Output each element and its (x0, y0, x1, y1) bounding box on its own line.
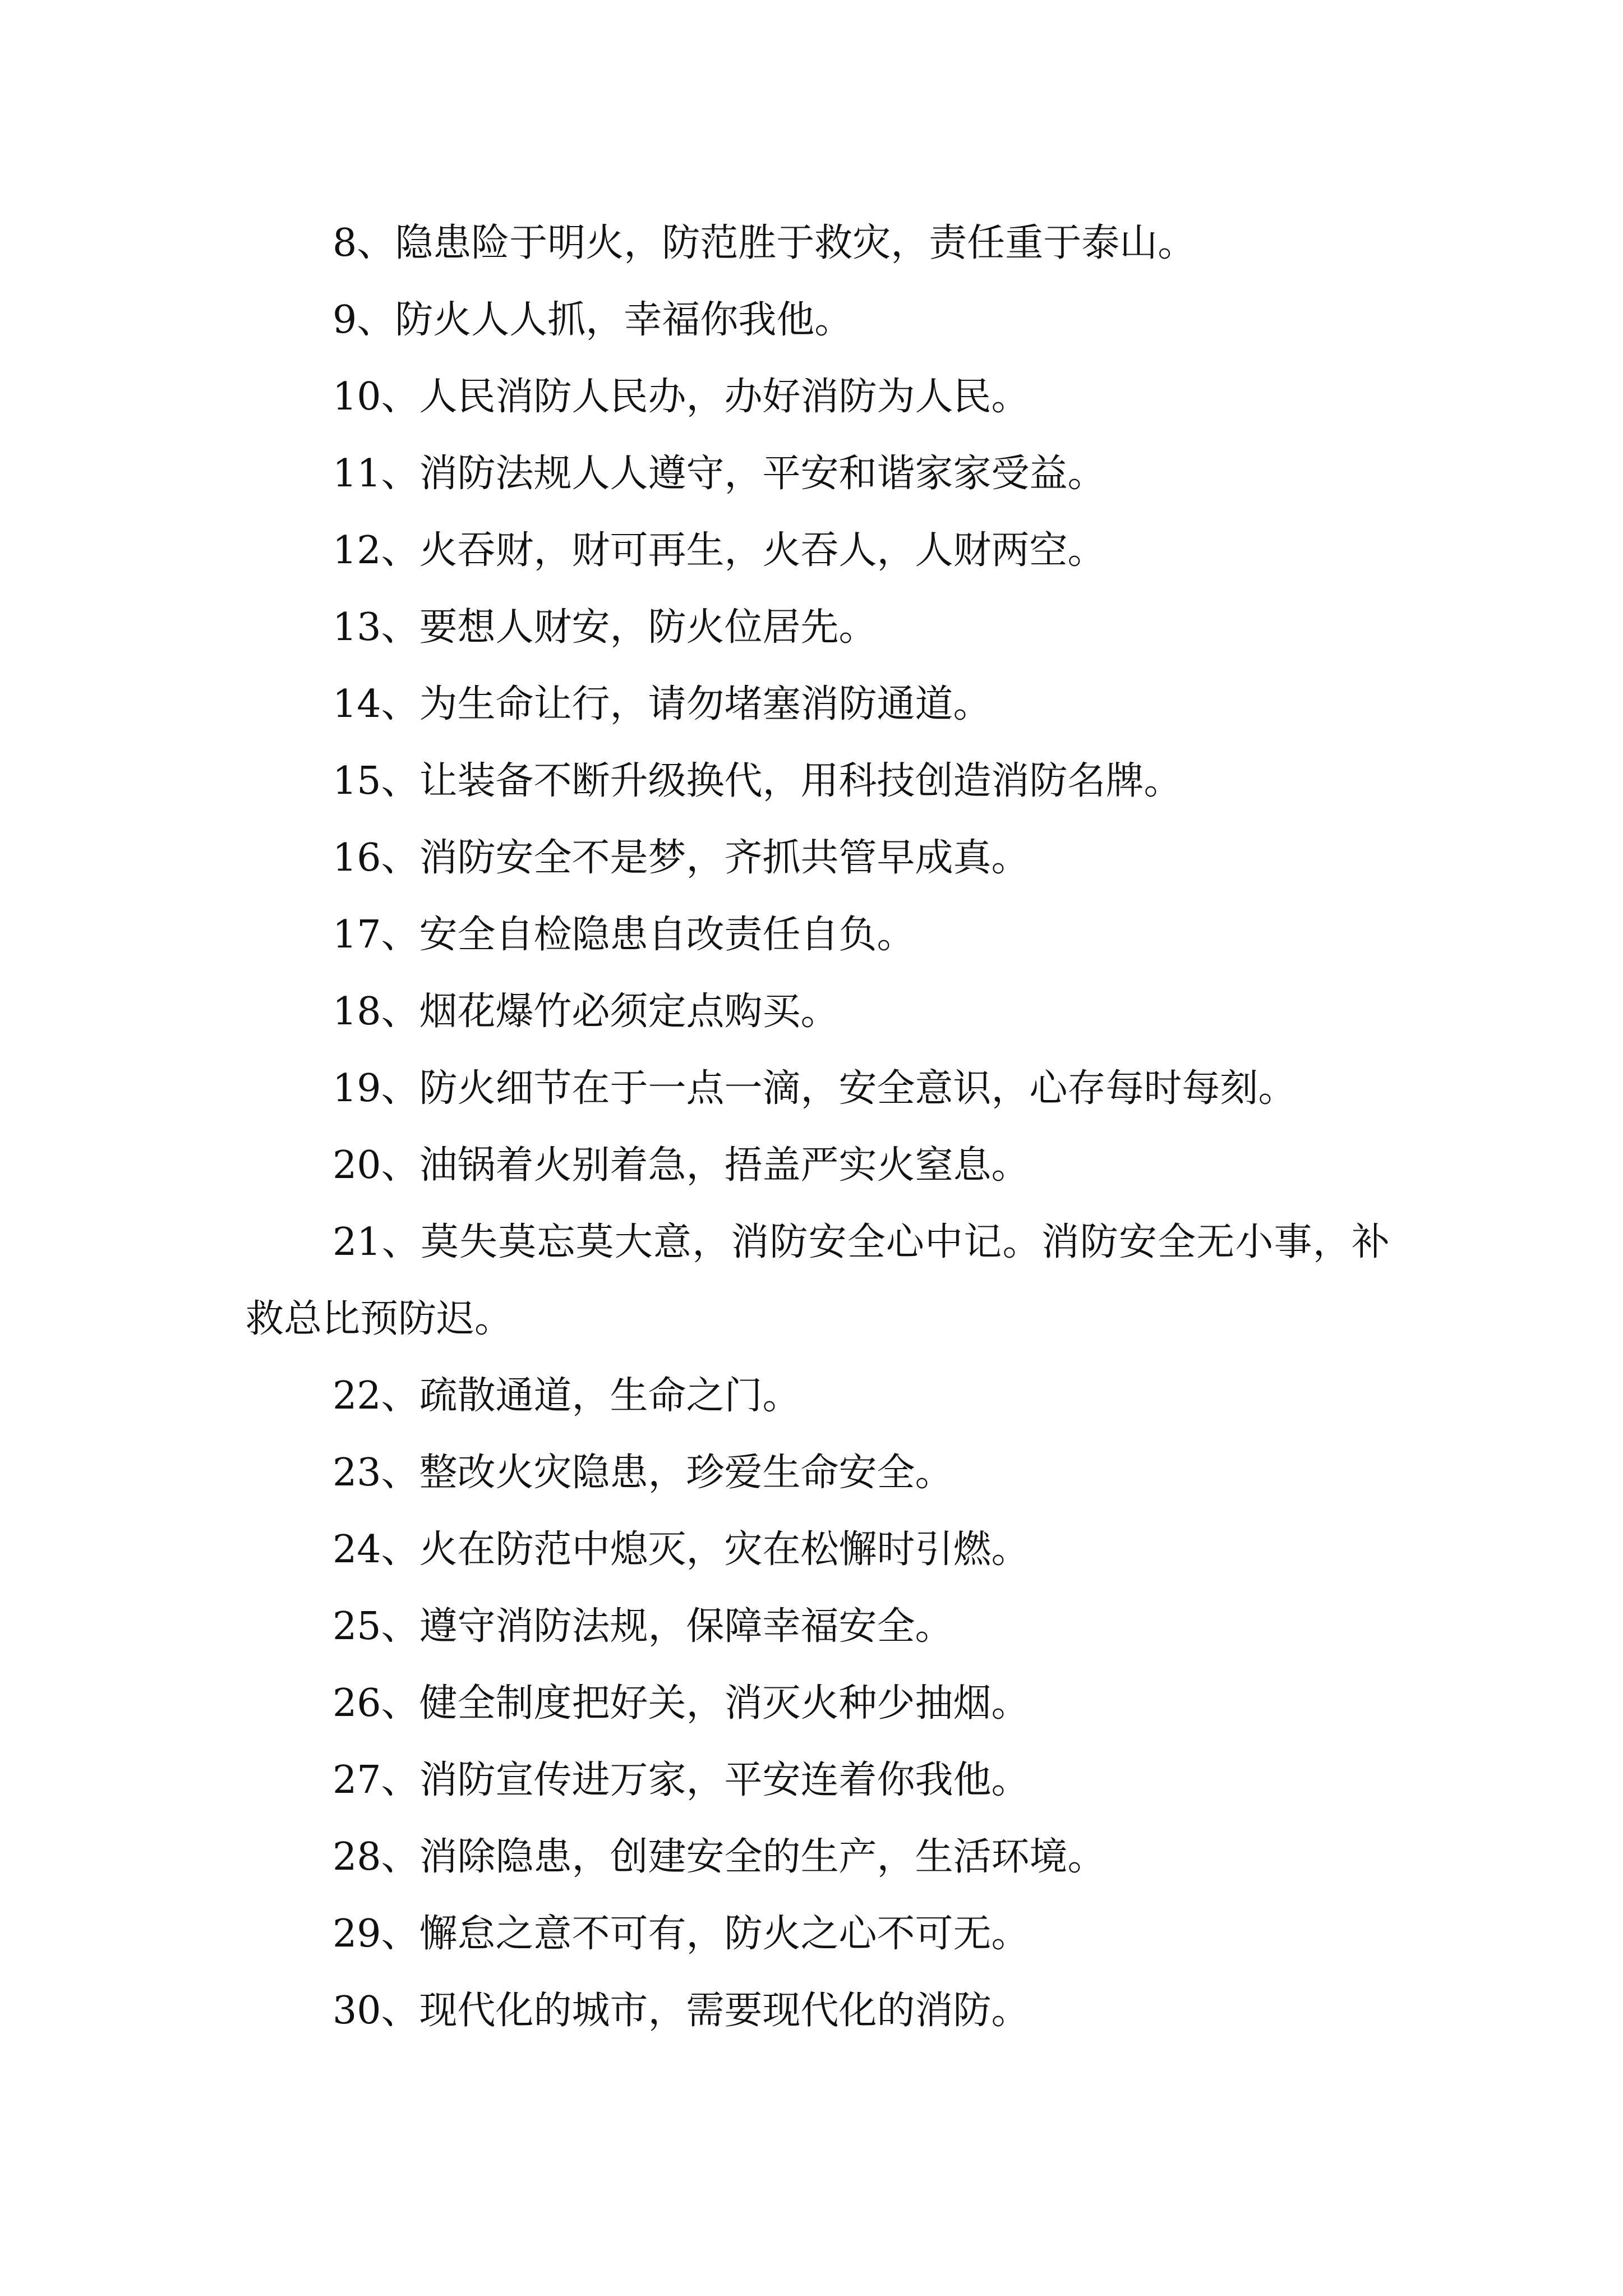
list-item: 19、防火细节在于一点一滴，安全意识，心存每时每刻。 (333, 1066, 1297, 1111)
list-item: 28、消除隐患，创建安全的生产，生活环境。 (333, 1835, 1106, 1879)
list-item: 27、消防宣传进万家，平安连着你我他。 (333, 1758, 1030, 1802)
list-item: 30、现代化的城市，需要现代化的消防。 (333, 1989, 1030, 2033)
list-item: 16、消防安全不是梦，齐抓共管早成真。 (333, 836, 1030, 880)
list-item: 14、为生命让行，请勿堵塞消防通道。 (333, 682, 992, 726)
list-item: 15、让装备不断升级换代，用科技创造消防名牌。 (333, 759, 1182, 803)
list-item: 9、防火人人抓，幸福你我他。 (333, 298, 853, 342)
list-item: 18、烟花爆竹必须定点购买。 (333, 990, 839, 1034)
list-item: 25、遵守消防法规，保障幸福安全。 (333, 1604, 953, 1649)
list-item: 12、火吞财，财可再生，火吞人，人财两空。 (333, 528, 1106, 573)
list-item: 24、火在防范中熄灭，灾在松懈时引燃。 (333, 1527, 1030, 1572)
list-item: 23、整改火灾隐患，珍爱生命安全。 (333, 1451, 953, 1495)
list-item: 22、疏散通道，生命之门。 (333, 1374, 801, 1418)
slogan-list (246, 205, 1390, 2049)
list-item: 21、莫失莫忘莫大意，消防安全心中记。消防安全无小事，补救总比预防迟。 (246, 1220, 1390, 1341)
list-item: 17、安全自检隐患自改责任自负。 (333, 913, 915, 957)
list-item: 8、隐患险于明火，防范胜于救灾，责任重于泰山。 (333, 221, 1196, 265)
list-item: 10、人民消防人民办，办好消防为人民。 (333, 375, 1030, 419)
list-item: 26、健全制度把好关，消灭火种少抽烟。 (333, 1681, 1030, 1726)
list-item: 13、要想人财安，防火位居先。 (333, 605, 877, 650)
list-item: 20、油锅着火别着急，捂盖严实火窒息。 (333, 1143, 1030, 1188)
list-item: 11、消防法规人人遵守，平安和谐家家受益。 (333, 452, 1106, 496)
list-item: 29、懈怠之意不可有，防火之心不可无。 (333, 1912, 1030, 1956)
